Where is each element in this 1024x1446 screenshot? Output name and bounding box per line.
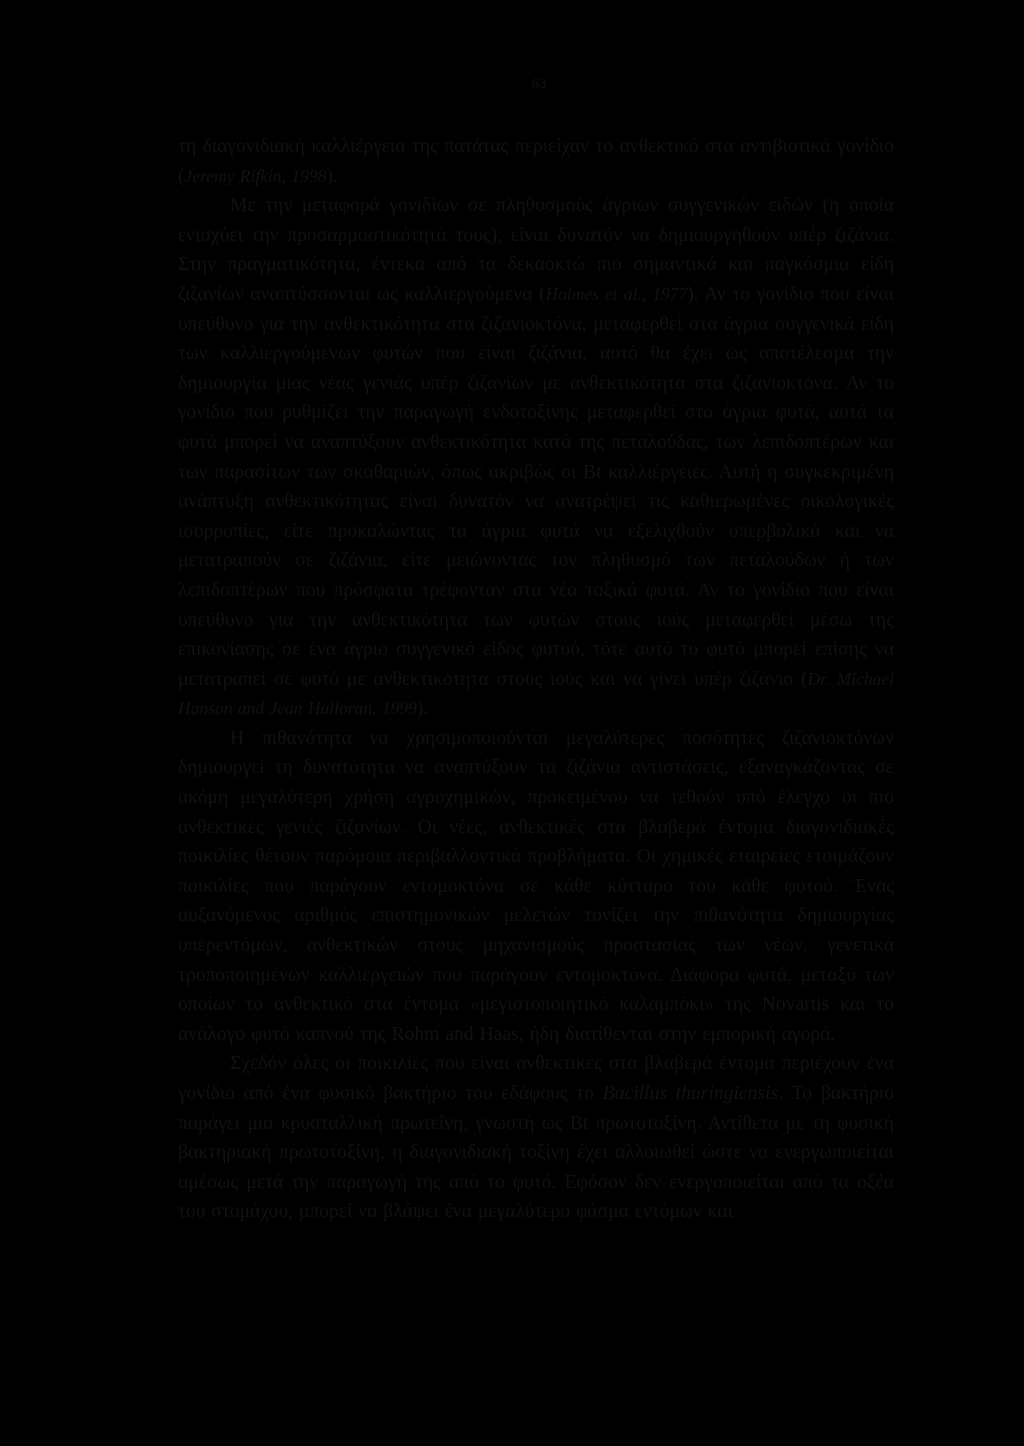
- paragraph-3: Η πιθανότητα να χρησιμοποιούνται μεγαλύτερες ποσότητες ζιζανιοκτόνων δημιουργεί τη δυνατότητα να αναπτύξουν τα ζιζάνια αντιστάσεις, εξαναγκάζοντας σε ακόμη μεγαλύτερη χρήση αγροχημικών, προκειμένου να τεθούν υπό έλεγχο οι πιο ανθεκτικές γενιές ζιζανίων. Οι νέες, ανθεκτικές στα βλαβερά έντομα διαγονιδιακές ποικιλίες θέτουν παρόμοια περιβαλλοντικά προβλήματα. Οι χημικές εταιρείες ετοιμάζουν ποικιλίες που παράγουν εντομοκτόνα σε κάθε κύτταρο του κάθε φυτού. Ένας αυξανόμενος αριθμός επιστημονικών μελετών τονίζει την πιθανότητα δημιουργίας υπερεντόμων, ανθεκτικών στους μηχανισμούς προστασίας των νέων, γενετικά τροποποιημένων καλλιεργειών που παράγουν εντομοκτόνα. Διάφορα φυτά, μεταξύ των οποίων το ανθεκτικό στα έντομα «μεγιστοποιητικό καλαμπόκι» της Novartis και το ανάλογο φυτό καπνού της Rohm and Haas, ήδη διατίθενται στην εμπορική αγορά.: [178, 727, 894, 1045]
- paragraph-4: [178, 1049, 894, 1227]
- species-name-italic: Bacillus thuringiensis: [602, 1083, 779, 1104]
- paragraph-2-text-b: ). Αν το γονίδιο που είναι υπεύθυνο για την ανθεκτικότητα στα ζιζανιοκτόνα, μεταφερθεί στα άγρια συγγενικά είδη των καλλιεργούμενων φυτών που είναι ζιζάνια, αυτό θα έχει ως αποτέλεσμα την δημιουργία μιας νέας γενιάς υπέρ ζιζανίων με ανθεκτικότητα στα ζιζανιοκτόνα. Αν το γονίδιο που ρυθμίζει την παραγωγή ενδοτοξίνης μεταφερθεί στα άγρια φυτά, αυτά τα φυτά μπορεί να αναπτύξουν ανθεκτικότητα κατά της πεταλούδας, των λεπιδοπτέρων και των παρασίτων των σκαθαριών, όπως ακριβώς οι Bt καλλιέργειες. Αυτή η συγκεκριμένη ανάπτυξη ανθεκτικότητας είναι δυνατόν να ανατρέψει τις καθιερωμένες οικολογικές ισορροπίες, είτε προκαλώντας τα άγρια φυτά να εξελιχθούν υπερβολικά και να μετατραπούν σε ζιζάνια, είτε μειώνοντας τον πληθυσμό των πεταλούδων ή των λεπιδοπτέρων που πρόσφατα τρέφονταν στα νέα τοξικά φυτά. Αν το γονίδιο που είναι υπεύθυνο για την ανθεκτικότητα των φυτών στους ιούς μεταφερθεί μέσω της επικονίασης σε ένα άγριο συγγενικό είδος φυτού, τότε αυτό το φυτό μπορεί επίσης να μετατραπεί σε φυτό με ανθεκτικότητα στους ιούς και να γίνει υπέρ ζιζάνιο (: [178, 283, 894, 690]
- citation-holmes: Holmes et al., 1977: [545, 283, 688, 304]
- page-number: 63: [531, 76, 547, 92]
- body-text: [178, 132, 894, 1227]
- paragraph-2-text-a: Με την μεταφορά γονιδίων σε πληθυσμούς άγριων συγγενικών ειδών (η οποία ενισχύει την προσαρμοστικότητά τους), είναι δυνατόν να δημιουργηθούν υπέρ ζιζάνια. Στην πραγματικότητα, έντεκα από τα δεκαοκτώ πιο σημαντικά και παγκόσμια είδη ζιζανίων αναπτύσσονται ως καλλιεργούμενα (: [178, 195, 894, 305]
- paragraph-2-end: ).: [416, 698, 429, 720]
- paragraph-2: [178, 191, 894, 724]
- paragraph-1-end: ).: [326, 165, 338, 187]
- paragraph-1: [178, 132, 894, 191]
- citation-rifkin: Jeremy Rifkin, 1998: [184, 165, 327, 186]
- paragraph-1-text: τη διαγονιδιακή καλλιέργεια της πατάτας περιείχαν το ανθεκτικό στα αντιβιοτικά γονίδιο (: [178, 136, 894, 187]
- paragraph-4-text-b: . Το βακτήριο παράγει μια κρυσταλλική πρωτεΐνη, γνωστή ως Bt πρωτοτοξίνη. Αντίθετα με τη φυσική βακτηριακή πρωτοτοξίνη, η διαγονιδιακή τοξίνη έχει αλλοιωθεί ώστε να ενεργωποιείται αμέσως μετά την παραγωγή της από το φυτό. Εφόσον δεν ενεργοποιείται από τα οξέα του στομάχου, μπορεί να βλάψει ένα μεγαλύτερο φάσμα εντόμων και: [178, 1083, 895, 1223]
- paragraph-4-text-a: Σχεδόν όλες οι ποικιλίες που είναι ανθεκτικές στα βλαβερά έντομα περιέχουν ένα γονίδιο από ένα φυσικό βακτήριο του εδάφους το: [178, 1053, 894, 1104]
- citation-hanson-halloran: Dr. Michael Hanson and Jean Halloran, 1999: [178, 668, 894, 719]
